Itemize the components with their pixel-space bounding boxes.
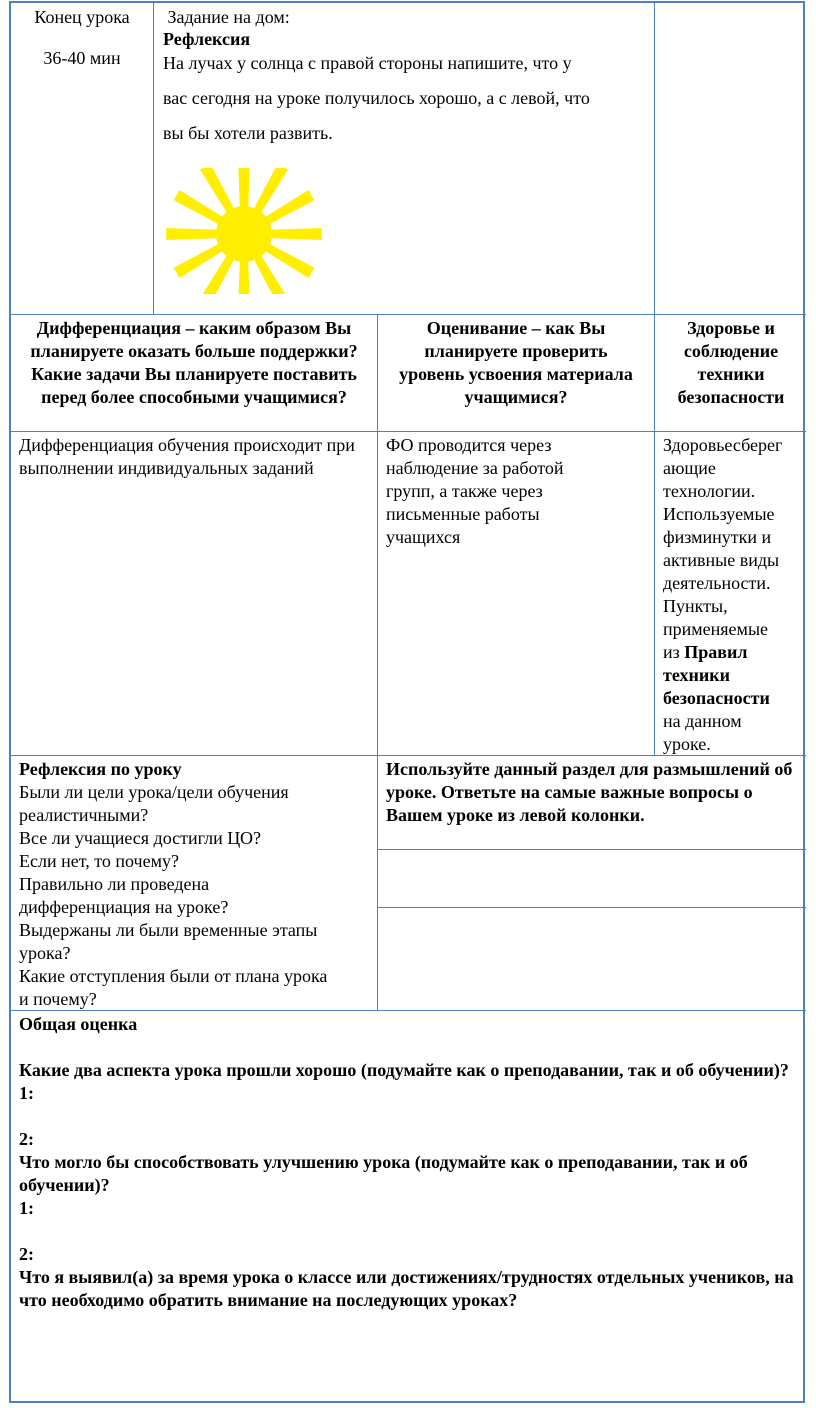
lesson-reflection-title: Рефлексия по уроку [19,759,182,779]
assessment-header: Оценивание – как Вы планируете проверить уровень усвоения материала учащимися? [399,318,633,407]
assessment-text: ФО проводится через наблюдение за работой групп, а также через письменные работы учащихся [386,435,564,547]
reflection-instruction: Используйте данный раздел для размышлений об уроке. Ответьте на самые важные вопросы о Вашем уроке из левой колонки. [386,759,793,825]
sun-ray [166,228,220,240]
row-divider [10,314,806,315]
sun-icon [160,168,332,294]
answer-field[interactable] [378,908,806,1010]
differentiation-text: Дифференциация обучения происходит при выполнении индивидуальных заданий [19,435,355,478]
homework-label: Задание на дом: [163,7,290,27]
differentiation-header: Дифференциация – каким образом Вы планируете оказать больше поддержки? Какие задачи Вы планируете поставить перед более способными учащимися? [30,318,358,407]
reflection-title: Рефлексия [163,29,251,49]
homework-cell [163,6,651,151]
column-divider [153,2,154,314]
general-assessment-title: Общая оценка [19,1014,138,1034]
homework-instructions: На лучах у солнца с правой стороны напишите, что у вас сегодня на уроке получилось хорошо, а с левой, что вы бы хотели развить. [163,53,590,143]
row-divider [10,431,806,432]
answer-field[interactable] [378,850,806,907]
lesson-reflection: Рефлексия по уроку Были ли цели урока/цели обучения реалистичными? Все ли учащиеся достигли ЦО? Если нет, то почему? Правильно ли проведена дифференциация на уроке? Выдержаны ли были временные этапы урока? Какие отступления были от плана урока и почему? [19,758,375,1011]
general-assessment: Общая оценка Какие два аспекта урока прошли хорошо (подумайте как о преподавании, так и об обучении)? 1: 2: Что могло бы способствовать улучшению урока (подумайте как о преподавании, так и об обучении)? 1: 2: Что я выявил(а) за время урока о классе или достижениях/трудностях отдельных учеников, на что необходимо обратить внимание на последующих уроках? [19,1013,801,1312]
health-text: Здоровьесберег ающие технологии. Используемые физминутки и активные виды деятельности. Пункты, применяемые из Правил техники безопасности на данном уроке. [663,435,783,754]
lesson-stage: Конец урока 36-40 мин [34,7,130,68]
column-divider [654,2,655,431]
column-divider [654,431,655,755]
health-header: Здоровье и соблюдение техники безопасности [677,318,785,407]
sun-disc [216,206,272,262]
sun-ray [268,228,322,240]
sun-ray [238,168,250,210]
sun-ray [238,258,250,294]
